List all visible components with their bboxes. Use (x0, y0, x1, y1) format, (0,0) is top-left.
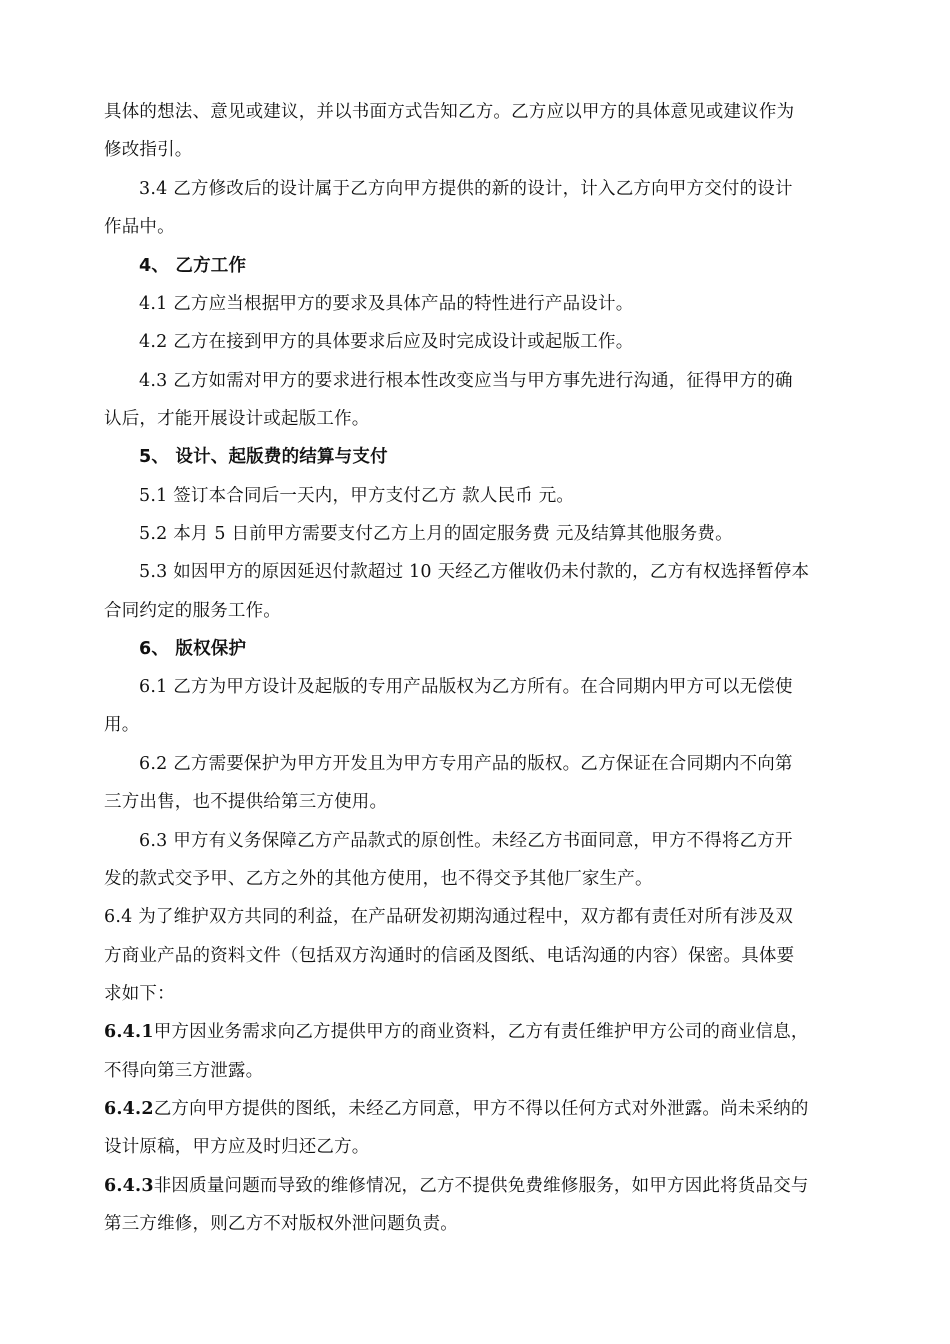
paragraph-line: 修改指引。 (104, 140, 193, 160)
clause-5-3: 5.3 如因甲方的原因延迟付款超过 10 天经乙方催收仍未付款的，乙方有权选择暂停本 (139, 562, 810, 582)
paragraph-line: 用。 (104, 715, 140, 735)
clause-6-1: 6.1 乙方为甲方设计及起版的专用产品版权为乙方所有。在合同期内甲方可以无偿使 (139, 677, 793, 697)
clause-text: 非因质量问题而导致的维修情况，乙方不提供免费维修服务，如甲方因此将货品交与 (153, 1176, 809, 1196)
clause-4-3: 4.3 乙方如需对甲方的要求进行根本性改变应当与甲方事先进行沟通，征得甲方的确 (139, 371, 793, 391)
clause-text: 乙方向甲方提供的图纸，未经乙方同意，甲方不得以任何方式对外泄露。尚未采纳的 (153, 1099, 809, 1119)
section-heading-6: 6、 版权保护 (139, 639, 247, 659)
clause-6-4-1 (104, 1018, 809, 1043)
paragraph-line: 第三方维修，则乙方不对版权外泄问题负责。 (104, 1214, 458, 1234)
paragraph-line: 设计原稿，甲方应及时归还乙方。 (104, 1137, 370, 1157)
paragraph-line: 求如下： (104, 984, 175, 1004)
section-heading-4: 4、 乙方工作 (139, 256, 247, 276)
paragraph-line: 方商业产品的资料文件（包括双方沟通时的信函及图纸、电话沟通的内容）保密。具体要 (104, 946, 795, 966)
clause-text: 甲方因业务需求向乙方提供甲方的商业资料，乙方有责任维护甲方公司的商业信息， (153, 1022, 809, 1042)
clause-3-4: 3.4 乙方修改后的设计属于乙方向甲方提供的新的设计，计入乙方向甲方交付的设计 (139, 179, 793, 199)
paragraph-line: 作品中。 (104, 217, 175, 237)
paragraph-line: 发的款式交予甲、乙方之外的其他方使用，也不得交予其他厂家生产。 (104, 869, 653, 889)
section-heading-5: 5、 设计、起版费的结算与支付 (139, 447, 388, 467)
clause-number: 6.4.1 (104, 1022, 154, 1042)
paragraph-line: 认后，才能开展设计或起版工作。 (104, 409, 370, 429)
clause-4-2: 4.2 乙方在接到甲方的具体要求后应及时完成设计或起版工作。 (139, 332, 634, 352)
paragraph-line: 不得向第三方泄露。 (104, 1061, 264, 1081)
clause-6-2: 6.2 乙方需要保护为甲方开发且为甲方专用产品的版权。乙方保证在合同期内不向第 (139, 754, 793, 774)
clause-6-4: 6.4 为了维护双方共同的利益，在产品研发初期沟通过程中，双方都有责任对所有涉及双 (104, 907, 794, 927)
clause-number: 6.4.2 (104, 1099, 154, 1119)
clause-6-4-3 (104, 1172, 809, 1197)
clause-6-4-2 (104, 1095, 809, 1120)
clause-number: 6.4.3 (104, 1176, 154, 1196)
paragraph-line: 具体的想法、意见或建议，并以书面方式告知乙方。乙方应以甲方的具体意见或建议作为 (104, 102, 795, 122)
clause-6-3: 6.3 甲方有义务保障乙方产品款式的原创性。未经乙方书面同意，甲方不得将乙方开 (139, 831, 793, 851)
clause-4-1: 4.1 乙方应当根据甲方的要求及具体产品的特性进行产品设计。 (139, 294, 634, 314)
clause-5-1: 5.1 签订本合同后一天内，甲方支付乙方 款人民币 元。 (139, 486, 575, 506)
paragraph-line: 三方出售，也不提供给第三方使用。 (104, 792, 388, 812)
paragraph-line: 合同约定的服务工作。 (104, 601, 281, 621)
clause-5-2: 5.2 本月 5 日前甲方需要支付乙方上月的固定服务费 元及结算其他服务费。 (139, 524, 733, 544)
